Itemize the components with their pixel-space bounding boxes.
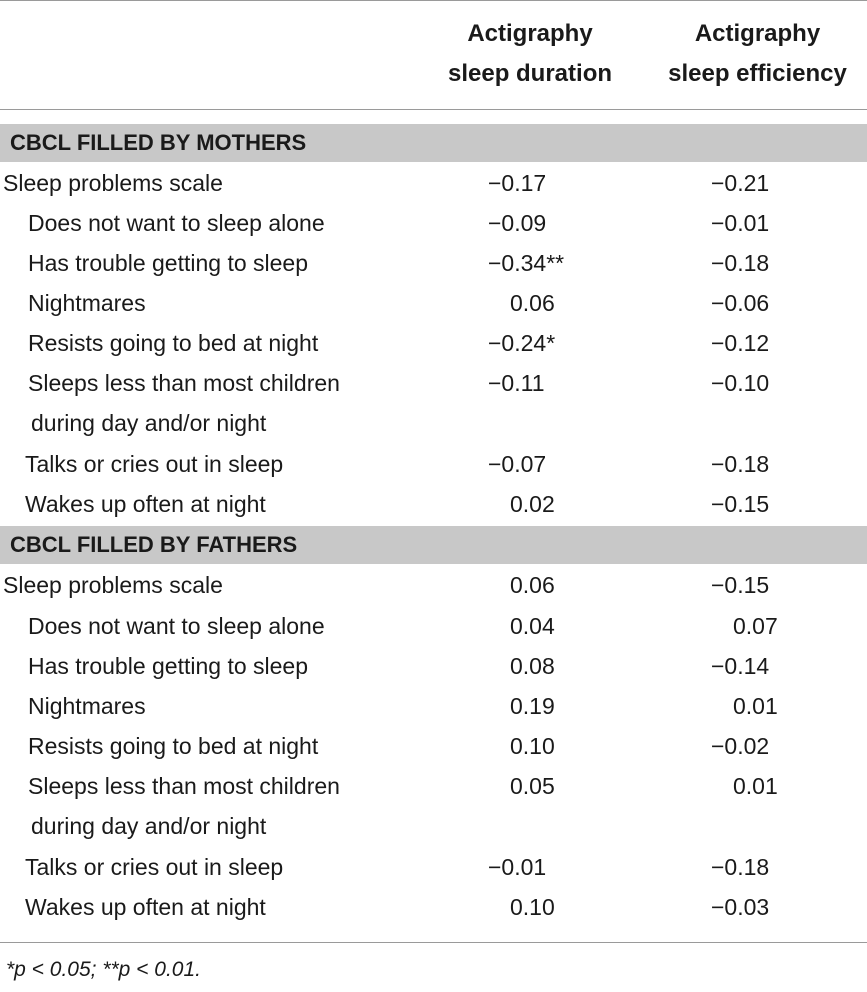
sleep-efficiency-value: 0.07 <box>733 613 778 639</box>
column-header-efficiency-line1: Actigraphy <box>694 20 821 47</box>
row-label: Sleeps less than most children <box>28 773 340 799</box>
top-rule <box>0 0 867 1</box>
sleep-duration-value: 0.02 <box>510 491 555 517</box>
sleep-efficiency-value: −0.18 <box>711 854 770 880</box>
sleep-efficiency-value: −0.14 <box>711 653 770 679</box>
column-header-efficiency-line2: sleep efficiency <box>668 60 847 87</box>
row-label: Nightmares <box>28 290 146 316</box>
row-label: Wakes up often at night <box>25 491 266 517</box>
sleep-efficiency-value: −0.06 <box>711 290 770 316</box>
row-label: Has trouble getting to sleep <box>28 250 309 276</box>
sleep-duration-value: 0.05 <box>510 773 555 799</box>
sleep-duration-value: −0.07 <box>488 451 547 477</box>
column-header-efficiency <box>650 14 865 94</box>
section-title-mothers: CBCL FILLED BY MOTHERS <box>10 130 307 155</box>
sleep-duration-value: 0.08 <box>510 653 555 679</box>
row-label: Talks or cries out in sleep <box>25 854 284 880</box>
column-header-duration <box>440 14 620 94</box>
sleep-duration-value: 0.04 <box>510 613 555 639</box>
sleep-duration-value: 0.06 <box>510 572 555 598</box>
sleep-efficiency-value: −0.18 <box>711 250 770 276</box>
sleep-efficiency-value: −0.03 <box>711 894 770 920</box>
row-label: Does not want to sleep alone <box>28 210 325 236</box>
sleep-efficiency-value: −0.01 <box>711 210 770 236</box>
sleep-efficiency-value: 0.01 <box>733 693 778 719</box>
column-header-duration-line1: Actigraphy <box>467 20 593 47</box>
sleep-efficiency-value: −0.18 <box>711 451 770 477</box>
sleep-efficiency-value: −0.12 <box>711 330 770 356</box>
section-title-fathers: CBCL FILLED BY FATHERS <box>10 532 298 557</box>
sleep-duration-value: 0.19 <box>510 693 555 719</box>
row-label: Wakes up often at night <box>25 894 266 920</box>
row-label: Talks or cries out in sleep <box>25 451 284 477</box>
sleep-duration-value: −0.24* <box>488 330 556 356</box>
sleep-efficiency-value: −0.15 <box>711 491 770 517</box>
row-label: Nightmares <box>28 693 146 719</box>
row-label: Sleeps less than most children <box>28 370 340 396</box>
bottom-rule <box>0 942 867 943</box>
sleep-efficiency-value: 0.01 <box>733 773 778 799</box>
sleep-duration-value: −0.01 <box>488 854 547 880</box>
sleep-duration-value: −0.11 <box>488 370 545 396</box>
footnote: *p < 0.05; **p < 0.01. <box>6 958 201 981</box>
sleep-efficiency-value: −0.21 <box>711 170 770 196</box>
row-label-line2: during day and/or night <box>31 410 267 436</box>
sleep-duration-value: 0.10 <box>510 894 555 920</box>
section-header-fathers <box>0 526 867 564</box>
sleep-duration-value: −0.09 <box>488 210 547 236</box>
row-label-line2: during day and/or night <box>31 813 267 839</box>
column-header-duration-line2: sleep duration <box>447 60 613 87</box>
sleep-efficiency-value: −0.15 <box>711 572 770 598</box>
sleep-efficiency-value: −0.02 <box>711 733 770 759</box>
sleep-duration-value: −0.34** <box>488 250 565 276</box>
sleep-efficiency-value: −0.10 <box>711 370 770 396</box>
row-label: Does not want to sleep alone <box>28 613 325 639</box>
sleep-duration-value: −0.17 <box>488 170 547 196</box>
sleep-duration-value: 0.10 <box>510 733 555 759</box>
section-header-mothers <box>0 124 867 162</box>
row-label: Has trouble getting to sleep <box>28 653 309 679</box>
header-rule <box>0 109 867 110</box>
row-label: Sleep problems scale <box>3 170 223 196</box>
row-label: Resists going to bed at night <box>28 733 319 759</box>
row-label: Sleep problems scale <box>3 572 223 598</box>
sleep-duration-value: 0.06 <box>510 290 555 316</box>
row-label: Resists going to bed at night <box>28 330 319 356</box>
